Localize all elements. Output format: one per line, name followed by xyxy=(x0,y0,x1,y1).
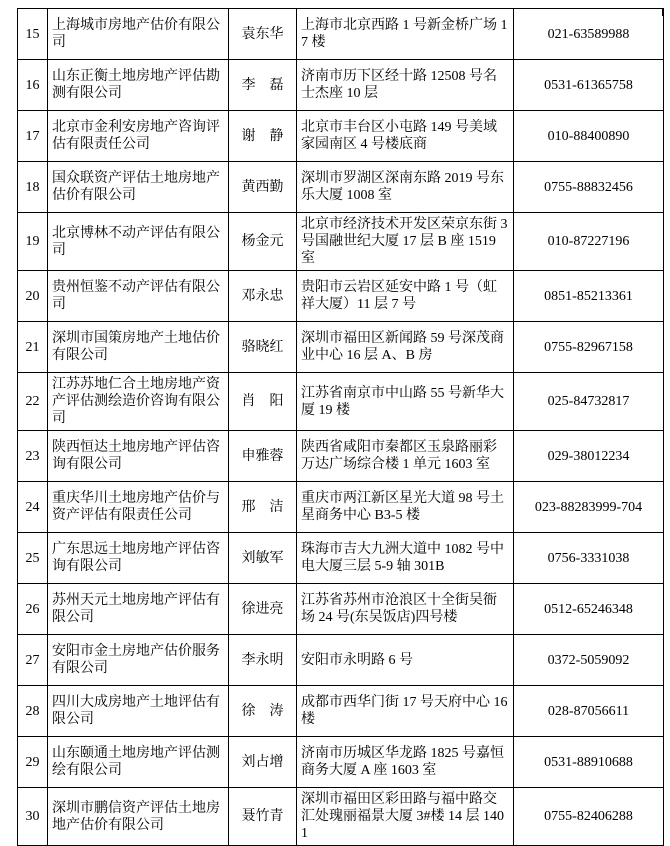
company-name-cell: 山东正衡土地房地产评估勘测有限公司 xyxy=(48,60,229,111)
address-cell: 北京市经济技术开发区荣京东街 3 号国融世纪大厦 17 层 B 座 1519 室 xyxy=(297,213,514,271)
row-number-cell: 17 xyxy=(18,111,48,162)
address-cell: 安阳市永明路 6 号 xyxy=(297,635,514,686)
address-cell: 贵阳市云岩区延安中路 1 号（虹祥大厦）11 层 7 号 xyxy=(297,271,514,322)
table-row xyxy=(18,431,664,482)
address-cell: 江苏省南京市中山路 55 号新华大厦 19 楼 xyxy=(297,373,514,431)
contact-name-cell: 肖 阳 xyxy=(229,373,297,431)
table-row xyxy=(18,162,664,213)
company-name-cell: 上海城市房地产估价有限公司 xyxy=(48,9,229,60)
address-cell: 江苏省苏州市沧浪区十全街吴衙场 24 号(东吴饭店)四号楼 xyxy=(297,584,514,635)
company-name-cell: 江苏苏地仁合土地房地产资产评估测绘造价咨询有限公司 xyxy=(48,373,229,431)
phone-number-cell: 028-87056611 xyxy=(514,686,664,737)
phone-number-cell: 0531-61365758 xyxy=(514,60,664,111)
row-number-cell: 27 xyxy=(18,635,48,686)
company-name-cell: 陕西恒达土地房地产评估咨询有限公司 xyxy=(48,431,229,482)
contact-name-cell: 骆晓红 xyxy=(229,322,297,373)
contact-name-cell: 黄西勤 xyxy=(229,162,297,213)
address-cell: 珠海市吉大九洲大道中 1082 号中电大厦三层 5-9 轴 301B xyxy=(297,533,514,584)
address-cell: 深圳市福田区彩田路与福中路交汇处瑰丽福景大厦 3#楼 14 层 1401 xyxy=(297,788,514,846)
table-border-stub xyxy=(17,8,18,16)
phone-number-cell: 0755-82406288 xyxy=(514,788,664,846)
row-number-cell: 26 xyxy=(18,584,48,635)
row-number-cell: 15 xyxy=(18,9,48,60)
phone-number-cell: 0851-85213361 xyxy=(514,271,664,322)
company-name-cell: 山东颐通土地房地产评估测绘有限公司 xyxy=(48,737,229,788)
row-number-cell: 30 xyxy=(18,788,48,846)
address-cell: 济南市历下区经十路 12508 号名士杰座 10 层 xyxy=(297,60,514,111)
company-name-cell: 贵州恒鉴不动产评估有限公司 xyxy=(48,271,229,322)
appraisal-companies-table xyxy=(17,8,664,846)
table-row xyxy=(18,9,664,60)
table-row xyxy=(18,213,664,271)
address-cell: 上海市北京西路 1 号新金桥广场 17 楼 xyxy=(297,9,514,60)
contact-name-cell: 申雅蓉 xyxy=(229,431,297,482)
row-number-cell: 28 xyxy=(18,686,48,737)
contact-name-cell: 谢 静 xyxy=(229,111,297,162)
company-name-cell: 深圳市鹏信资产评估土地房地产估价有限公司 xyxy=(48,788,229,846)
table-row xyxy=(18,373,664,431)
row-number-cell: 25 xyxy=(18,533,48,584)
address-cell: 济南市历城区华龙路 1825 号嘉恒商务大厦 A 座 1603 室 xyxy=(297,737,514,788)
company-name-cell: 四川大成房地产土地评估有限公司 xyxy=(48,686,229,737)
table-border-stub xyxy=(296,8,297,16)
company-name-cell: 安阳市金土房地产估价服务有限公司 xyxy=(48,635,229,686)
row-number-cell: 24 xyxy=(18,482,48,533)
table-row xyxy=(18,635,664,686)
company-name-cell: 北京博林不动产评估有限公司 xyxy=(48,213,229,271)
phone-number-cell: 0372-5059092 xyxy=(514,635,664,686)
row-number-cell: 22 xyxy=(18,373,48,431)
table-row xyxy=(18,737,664,788)
row-number-cell: 29 xyxy=(18,737,48,788)
phone-number-cell: 021-63589988 xyxy=(514,9,664,60)
phone-number-cell: 0755-88832456 xyxy=(514,162,664,213)
contact-name-cell: 袁东华 xyxy=(229,9,297,60)
contact-name-cell: 聂竹青 xyxy=(229,788,297,846)
address-cell: 深圳市福田区新闻路 59 号深茂商业中心 16 层 A、B 房 xyxy=(297,322,514,373)
row-number-cell: 18 xyxy=(18,162,48,213)
address-cell: 深圳市罗湖区深南东路 2019 号东乐大厦 1008 室 xyxy=(297,162,514,213)
table-body xyxy=(18,9,664,846)
phone-number-cell: 025-84732817 xyxy=(514,373,664,431)
company-name-cell: 北京市金利安房地产咨询评估有限责任公司 xyxy=(48,111,229,162)
contact-name-cell: 刘敏军 xyxy=(229,533,297,584)
phone-number-cell: 010-88400890 xyxy=(514,111,664,162)
appraisal-companies-table-container xyxy=(17,8,664,846)
row-number-cell: 16 xyxy=(18,60,48,111)
phone-number-cell: 029-38012234 xyxy=(514,431,664,482)
contact-name-cell: 徐 涛 xyxy=(229,686,297,737)
phone-number-cell: 0756-3331038 xyxy=(514,533,664,584)
table-row xyxy=(18,482,664,533)
table-row xyxy=(18,271,664,322)
table-row xyxy=(18,788,664,846)
phone-number-cell: 010-87227196 xyxy=(514,213,664,271)
table-border-stub xyxy=(228,8,229,16)
contact-name-cell: 李 磊 xyxy=(229,60,297,111)
contact-name-cell: 邓永忠 xyxy=(229,271,297,322)
phone-number-cell: 0755-82967158 xyxy=(514,322,664,373)
address-cell: 重庆市两江新区星光大道 98 号土星商务中心 B3-5 楼 xyxy=(297,482,514,533)
table-row xyxy=(18,322,664,373)
company-name-cell: 重庆华川土地房地产估价与资产评估有限责任公司 xyxy=(48,482,229,533)
company-name-cell: 苏州天元土地房地产评估有限公司 xyxy=(48,584,229,635)
phone-number-cell: 0531-88910688 xyxy=(514,737,664,788)
contact-name-cell: 杨金元 xyxy=(229,213,297,271)
company-name-cell: 广东思远土地房地产评估咨询有限公司 xyxy=(48,533,229,584)
phone-number-cell: 023-88283999-704 xyxy=(514,482,664,533)
row-number-cell: 23 xyxy=(18,431,48,482)
company-name-cell: 国众联资产评估土地房地产估价有限公司 xyxy=(48,162,229,213)
row-number-cell: 20 xyxy=(18,271,48,322)
table-row xyxy=(18,533,664,584)
contact-name-cell: 邢 洁 xyxy=(229,482,297,533)
table-row xyxy=(18,111,664,162)
table-border-stub xyxy=(47,8,48,16)
phone-number-cell: 0512-65246348 xyxy=(514,584,664,635)
table-border-stub xyxy=(662,8,663,16)
address-cell: 陕西省咸阳市秦都区玉泉路丽彩万达广场综合楼 1 单元 1603 室 xyxy=(297,431,514,482)
row-number-cell: 21 xyxy=(18,322,48,373)
table-border-stub xyxy=(513,8,514,16)
table-row xyxy=(18,686,664,737)
address-cell: 北京市丰台区小屯路 149 号美域家园南区 4 号楼底商 xyxy=(297,111,514,162)
table-row xyxy=(18,60,664,111)
contact-name-cell: 徐进亮 xyxy=(229,584,297,635)
address-cell: 成都市西华门街 17 号天府中心 16 楼 xyxy=(297,686,514,737)
table-row xyxy=(18,584,664,635)
contact-name-cell: 刘占增 xyxy=(229,737,297,788)
company-name-cell: 深圳市国策房地产土地估价有限公司 xyxy=(48,322,229,373)
contact-name-cell: 李永明 xyxy=(229,635,297,686)
row-number-cell: 19 xyxy=(18,213,48,271)
